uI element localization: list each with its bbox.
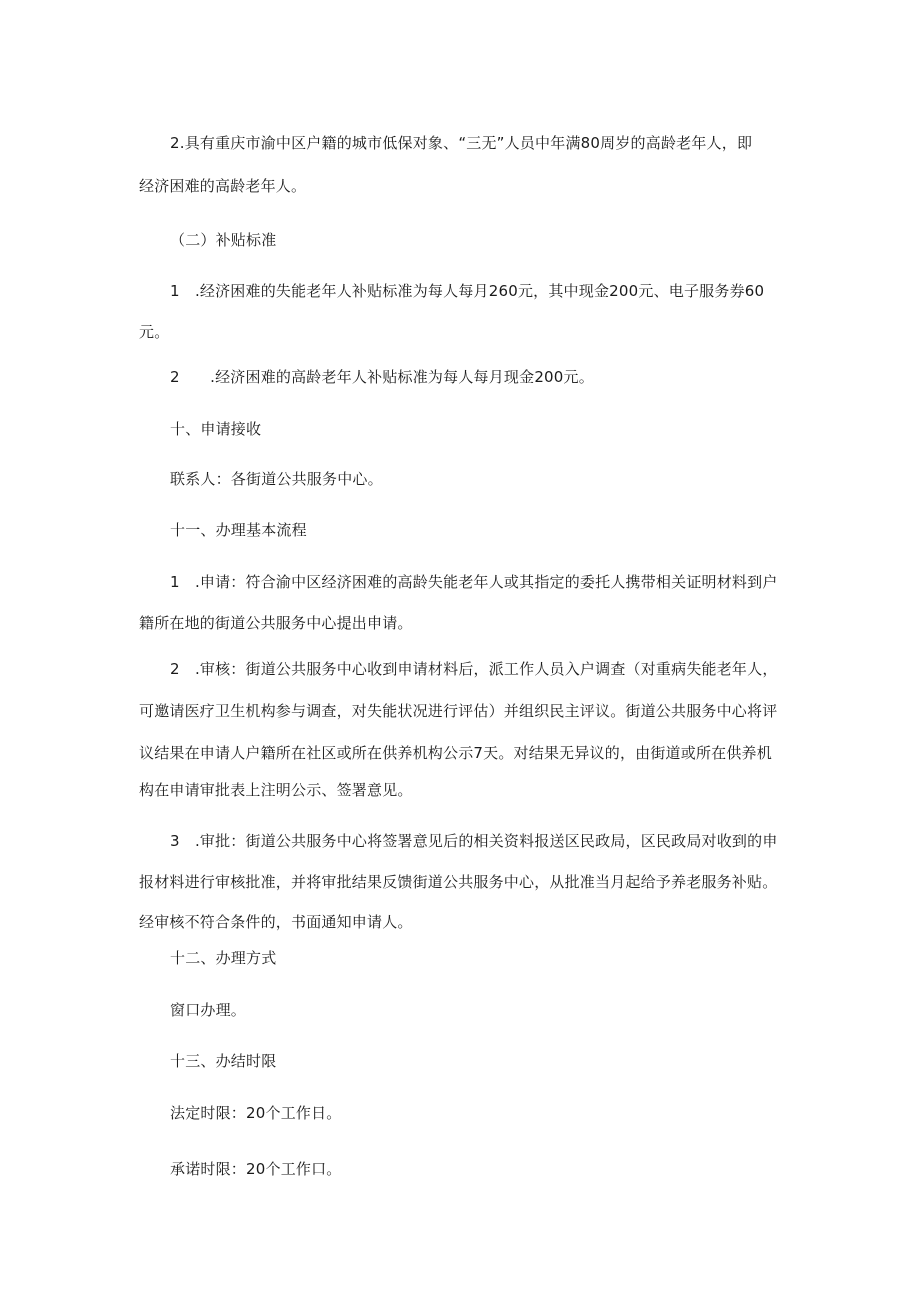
process-step-3-line-2: 报材料进行审核批准，并将审批结果反馈街道公共服务中心，从批准当月起给予养老服务补贴。 [139, 873, 778, 891]
process-step-1-line-2: 籍所在地的街道公共服务中心提出申请。 [139, 614, 413, 632]
section-heading-time-limit: 十三、办结时限 [170, 1052, 277, 1070]
process-step-2-line-1: 2 .审核：街道公共服务中心收到申请材料后，派工作人员入户调查（对重病失能老年人， [170, 660, 778, 678]
process-step-2-line-2: 可邀请医疗卫生机构参与调查，对失能状况进行评估）并组织民主评议。街道公共服务中心将评 [139, 702, 778, 720]
paragraph-2-line-2: 经济困难的高龄老年人。 [139, 177, 307, 195]
subsidy-item-1-line-1: 1 .经济困难的失能老年人补贴标准为每人每月260元，其中现金200元、电子服务券60 [170, 282, 765, 300]
section-heading-method: 十二、办理方式 [170, 949, 277, 967]
contact-line: 联系人：各街道公共服务中心。 [170, 470, 383, 488]
section-heading-application: 十、申请接收 [170, 420, 262, 438]
process-step-2-line-4: 构在申请审批表上注明公示、签署意见。 [139, 781, 413, 799]
section-heading-subsidy-standard: （二）补贴标准 [170, 231, 277, 249]
process-step-2-line-3: 议结果在申请人户籍所在社区或所在供养机构公示7天。对结果无异议的，由街道或所在供养机 [139, 744, 772, 762]
process-step-1-line-1: 1 .申请：符合渝中区经济困难的高龄失能老年人或其指定的委托人携带相关证明材料到户 [170, 573, 778, 591]
process-step-3-line-3: 经审核不符合条件的，书面通知申请人。 [139, 913, 413, 931]
subsidy-item-2: 2 .经济困难的高龄老年人补贴标准为每人每月现金200元。 [170, 368, 594, 386]
process-step-3-line-1: 3 .审批：街道公共服务中心将签署意见后的相关资料报送区民政局，区民政局对收到的申 [170, 832, 778, 850]
paragraph-2-line-1: 2.具有重庆市渝中区户籍的城市低保对象、“三无”人员中年满80周岁的高龄老年人，即 [170, 134, 753, 152]
subsidy-item-1-line-2: 元。 [139, 323, 170, 341]
method-line: 窗口办理。 [170, 1001, 247, 1019]
legal-time-limit: 法定时限：20个工作日。 [170, 1104, 342, 1122]
promised-time-limit: 承诺时限：20个工作口。 [170, 1160, 342, 1178]
section-heading-process: 十一、办理基本流程 [170, 521, 307, 539]
